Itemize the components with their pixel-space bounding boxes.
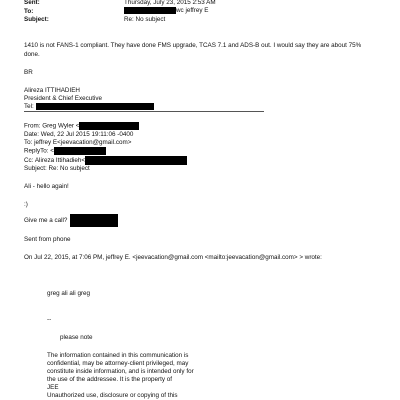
cc-text: Cc: Alireza Ittihadieh< bbox=[24, 157, 86, 165]
sent-label: Sent: bbox=[24, 0, 40, 6]
quoted-greeting: greg ali ali greg bbox=[47, 290, 91, 297]
redaction-box bbox=[79, 122, 139, 130]
call-request-row bbox=[24, 214, 118, 227]
replyto-line bbox=[24, 147, 106, 156]
notice-line-1: The information contained in this communication is bbox=[47, 352, 189, 359]
call-request: Give me a call? bbox=[24, 217, 68, 225]
message-line-1: 1410 is not FANS-1 compliant. They have done FMS upgrade, TCAS 7.1 and ADS-B out. I would say they are about 75% bbox=[24, 42, 362, 49]
sent-from: Sent from phone bbox=[24, 236, 71, 243]
redaction-box bbox=[70, 214, 118, 227]
sent-value: Thursday, July 23, 2015 2:53 AM bbox=[124, 0, 216, 6]
redaction-box bbox=[124, 7, 176, 14]
to-label: To: bbox=[24, 8, 34, 15]
date-line: Date: Wed, 22 Jul 2015 19:11:06 -0400 bbox=[24, 131, 134, 138]
notice-line-4: the use of the addressee. It is the property of bbox=[47, 376, 172, 383]
signature-tel-label: Tel: bbox=[24, 103, 34, 111]
message-line-2: done. bbox=[24, 51, 40, 58]
redaction-box bbox=[85, 156, 187, 165]
subject-line: Subject: Re: No subject bbox=[24, 165, 90, 172]
signature-divider bbox=[24, 111, 264, 112]
sign-off: BR bbox=[24, 69, 33, 76]
smiley: :) bbox=[24, 201, 28, 208]
notice-line-6: Unauthorized use, disclosure or copying of this bbox=[47, 392, 178, 399]
signature-tel-row bbox=[24, 103, 154, 111]
notice-line-5: JEE bbox=[47, 384, 59, 391]
from-text: From: Greg Wyler < bbox=[24, 122, 80, 130]
notice-line-3: constitute inside information, and is intended only for bbox=[47, 368, 194, 375]
signature-title: President & Chief Executive bbox=[24, 95, 103, 102]
cc-line bbox=[24, 156, 187, 165]
quote-intro: On Jul 22, 2015, at 7:06 PM, jeffrey E. <jeevacation@gmail.com <mailto:jeevacation@gmail.com> > wrote: bbox=[24, 254, 322, 261]
from-line bbox=[24, 122, 139, 131]
redaction-box bbox=[54, 147, 106, 155]
greeting: Ali - hello again! bbox=[24, 183, 69, 190]
please-note: please note bbox=[60, 334, 93, 341]
to-line: To: jeffrey E<jeevacation@gmail.com> bbox=[24, 139, 132, 146]
replyto-text: ReplyTo: < bbox=[24, 147, 54, 155]
redaction-box bbox=[36, 103, 154, 110]
notice-line-2: confidential, may be attorney-client privileged, may bbox=[47, 360, 189, 367]
to-value: wc jeffrey E bbox=[176, 7, 209, 15]
subject-label: Subject: bbox=[24, 16, 49, 23]
quoted-dashes: -- bbox=[47, 316, 52, 323]
to-value-row bbox=[124, 7, 208, 15]
signature-name: Alireza ITTIHADIEH bbox=[24, 87, 80, 94]
subject-value: Re: No subject bbox=[124, 16, 166, 23]
